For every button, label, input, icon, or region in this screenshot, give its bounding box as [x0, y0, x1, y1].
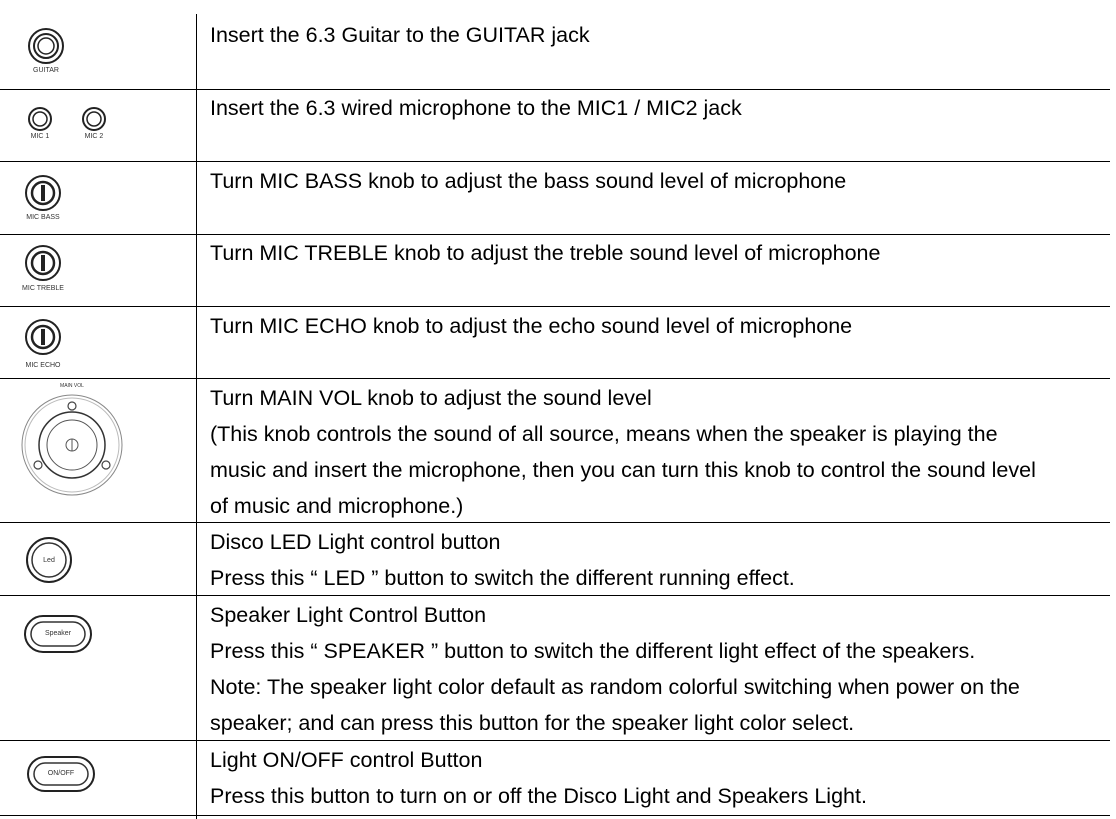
- table-row: [0, 378, 1110, 523]
- text-line: Insert the 6.3 Guitar to the GUITAR jack: [210, 23, 590, 47]
- icon-cell: [0, 595, 196, 740]
- table-row: [0, 161, 1110, 235]
- mic1-jack-icon: [26, 105, 54, 133]
- text-line: Turn MIC BASS knob to adjust the bass sound level of microphone: [210, 169, 847, 193]
- icon-label: MIC BASS: [26, 214, 60, 221]
- guitar-jack-icon: [26, 26, 66, 66]
- icon-label: MIC TREBLE: [22, 285, 64, 292]
- icon-cell: [0, 522, 196, 595]
- icon-cell: [0, 89, 196, 161]
- text-line: music and insert the microphone, then you can turn this knob to control the sound level: [210, 458, 1036, 482]
- text-line: Press this “ SPEAKER ” button to switch the different light effect of the speakers.: [210, 639, 976, 663]
- mic-bass-knob-icon: [23, 173, 63, 213]
- row-text: [210, 597, 1100, 741]
- text-line: Press this “ LED ” button to switch the different running effect.: [210, 566, 795, 590]
- row-text: [210, 90, 1100, 126]
- icon-label: MAIN VOL: [60, 383, 84, 389]
- table-row: [0, 522, 1110, 596]
- row-text: [210, 524, 1100, 596]
- text-line: Speaker Light Control Button: [210, 603, 487, 627]
- main-vol-knob-icon: [17, 390, 127, 500]
- icon-cell: [0, 161, 196, 234]
- table-row: [0, 740, 1110, 816]
- table-row: [0, 14, 1110, 90]
- text-line: Turn MAIN VOL knob to adjust the sound level: [210, 386, 652, 410]
- text-line: Press this button to turn on or off the Disco Light and Speakers Light.: [210, 784, 867, 808]
- icon-cell: [0, 14, 196, 89]
- text-line: Turn MIC TREBLE knob to adjust the treble sound level of microphone: [210, 241, 881, 265]
- text-line: (This knob controls the sound of all source, means when the speaker is playing the: [210, 422, 998, 446]
- table-row: [0, 89, 1110, 162]
- text-line: Insert the 6.3 wired microphone to the MIC1 / MIC2 jack: [210, 96, 742, 120]
- mic-treble-knob-icon: [23, 243, 63, 283]
- table-row: [0, 306, 1110, 379]
- text-line: Note: The speaker light color default as random colorful switching when power on the: [210, 675, 1020, 699]
- row-text: [210, 380, 1100, 524]
- icon-label: MIC ECHO: [25, 362, 61, 369]
- text-line: Turn MIC ECHO knob to adjust the echo sound level of microphone: [210, 314, 853, 338]
- text-line: Disco LED Light control button: [210, 530, 501, 554]
- icon-label: Speaker: [44, 630, 72, 637]
- text-line: Light ON/OFF control Button: [210, 748, 483, 772]
- icon-label: Led: [43, 557, 55, 564]
- icon-label: ON/OFF: [47, 770, 75, 777]
- mic-echo-knob-icon: [23, 317, 63, 357]
- row-text: [210, 742, 1100, 814]
- text-line: speaker; and can press this button for the speaker light color select.: [210, 711, 855, 735]
- table-row: [0, 234, 1110, 307]
- icon-label: MIC 1: [30, 133, 50, 140]
- icon-cell: [0, 378, 196, 522]
- icon-label: GUITAR: [33, 67, 59, 74]
- icon-cell: [0, 306, 196, 378]
- text-line: of music and microphone.): [210, 494, 464, 518]
- icon-label: MIC 2: [84, 133, 104, 140]
- row-text: [210, 235, 1100, 271]
- row-text: [210, 17, 1100, 53]
- icon-cell: [0, 234, 196, 306]
- mic2-jack-icon: [80, 105, 108, 133]
- icon-cell: [0, 740, 196, 815]
- table-row: [0, 595, 1110, 741]
- row-text: [210, 163, 1100, 199]
- row-text: [210, 308, 1100, 344]
